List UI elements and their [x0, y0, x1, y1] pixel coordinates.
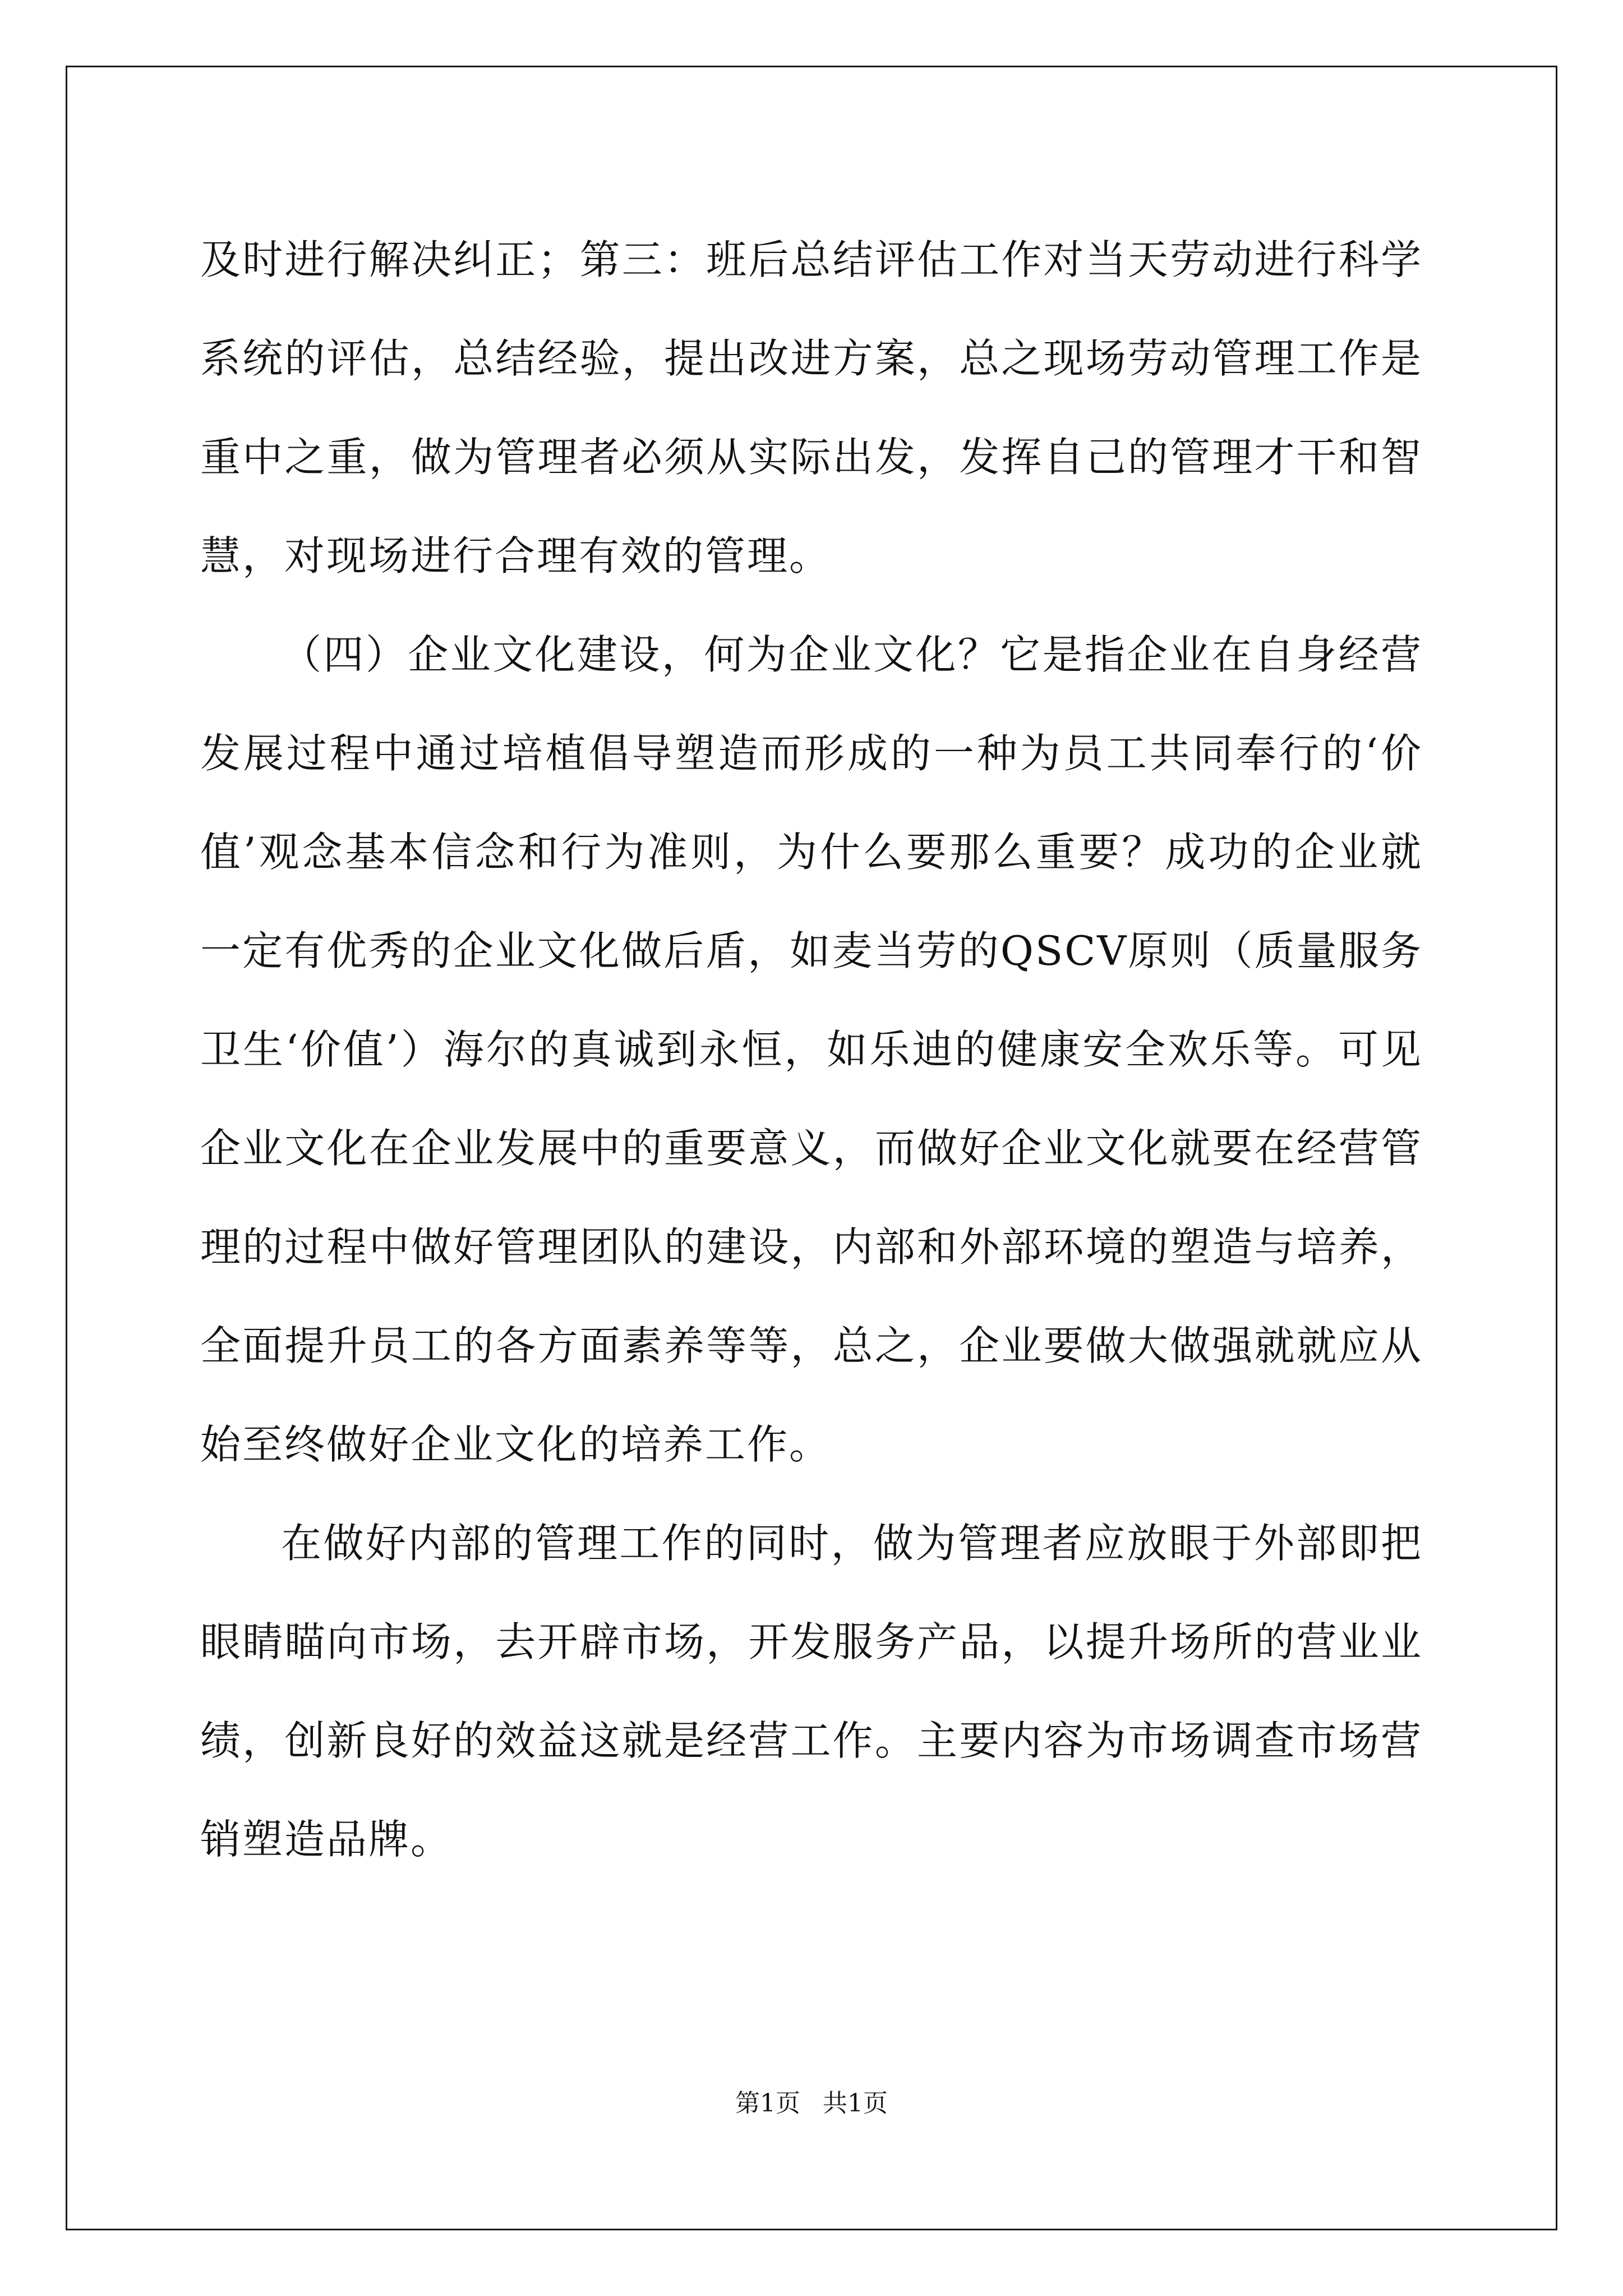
page-number: 第1页 — [735, 2089, 800, 2118]
paragraph-2: （四）企业文化建设，何为企业文化？它是指企业在自身经营发展过程中通过培植倡导塑造而形成的一种为员工共同奉行的‘价值’观念基本信念和行为准则，为什么要那么重要？成功的企业就一定有优秀的企业文化做后盾，如麦当劳的QSCV原则（质量服务卫生‘价值’）海尔的真诚到永恒，如乐迪的健康安全欢乐等。可见企业文化在企业发展中的重要意义，而做好企业文化就要在经营管理的过程中做好管理团队的建设，内部和外部环境的塑造与培养，全面提升员工的各方面素养等等，总之，企业要做大做强就就应从始至终做好企业文化的培养工作。 — [200, 631, 1423, 1468]
paragraph-1: 及时进行解决纠正；第三：班后总结评估工作对当天劳动进行科学系统的评估，总结经验，提出改进方案，总之现场劳动管理工作是重中之重，做为管理者必须从实际出发，发挥自己的管理才干和智慧，对现场进行合理有效的管理。 — [200, 236, 1423, 579]
page-footer — [0, 2087, 1623, 2120]
paragraph-3: 在做好内部的管理工作的同时，做为管理者应放眼于外部即把眼睛瞄向市场，去开辟市场，开发服务产品，以提升场所的营业业绩，创新良好的效益这就是经营工作。主要内容为市场调查市场营销塑造品牌。 — [200, 1520, 1423, 1863]
page-total: 共1页 — [823, 2089, 888, 2118]
document-body — [200, 210, 1423, 1889]
